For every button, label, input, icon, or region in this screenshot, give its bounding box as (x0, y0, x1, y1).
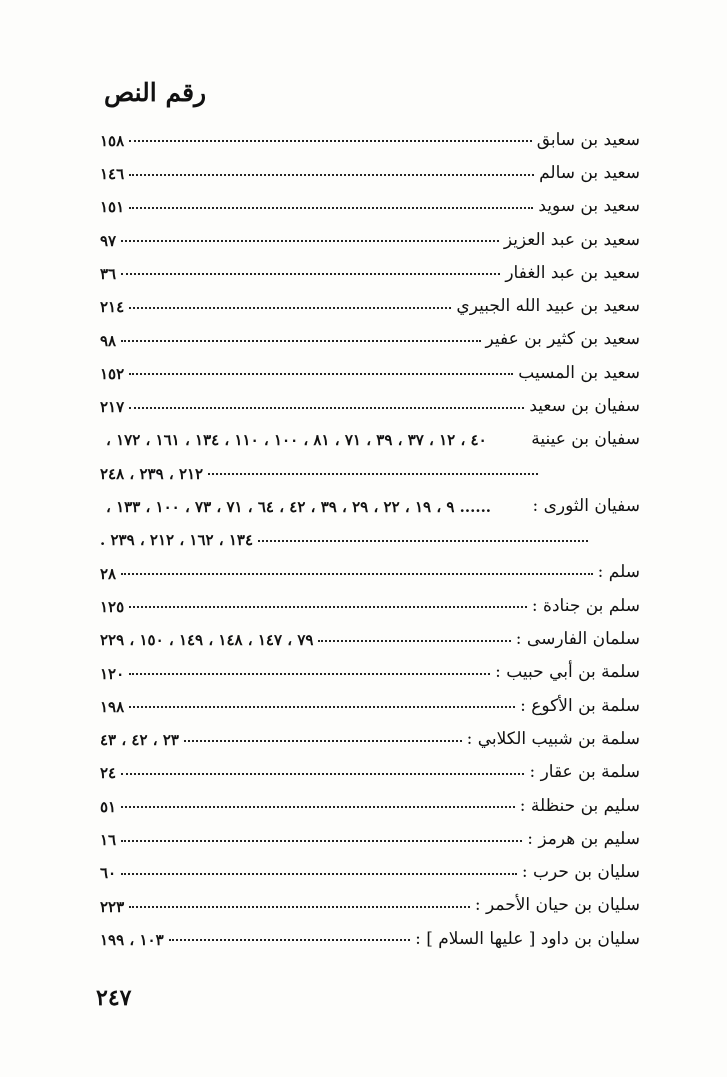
entry-pages: ٧٩ ، ١٤٧ ، ١٤٨ ، ١٤٩ ، ١٥٠ ، ٢٢٩ (100, 631, 314, 650)
dot-leader (121, 806, 515, 808)
entry-pages: ...... ٩ ، ١٩ ، ٢٢ ، ٢٩ ، ٣٩ ، ٤٢ ، ٦٤ ، ٧١ ، ٧٣ ، ١٠٠ ، ١٣٣ ، (106, 498, 492, 517)
entry-pages: ٥١ (100, 797, 117, 816)
dot-leader (129, 673, 490, 675)
dot-leader (121, 773, 524, 775)
dot-leader (258, 540, 588, 542)
entry-name: سلمة بن الأكوع : (520, 695, 640, 716)
entry-pages: ٢١٧ (100, 398, 125, 417)
dot-leader (184, 740, 462, 742)
entry-pages: ٢٤ (100, 764, 117, 783)
dot-leader (129, 606, 527, 608)
index-entry (100, 449, 640, 482)
entry-name: سعيد بن عبيد الله الجبيري (456, 296, 640, 317)
index-entry (100, 782, 640, 815)
entry-name: سعيد بن سابق (536, 129, 640, 150)
entry-pages: ١٥١ (100, 198, 125, 217)
entry-name: سليم بن هرمز : (527, 828, 640, 849)
entry-pages: ٢٨ (100, 564, 117, 583)
index-entries (100, 116, 640, 948)
entry-name: سليان بن حرب : (521, 862, 640, 883)
index-entry (100, 715, 640, 748)
entry-pages: ٦٠ (100, 864, 117, 883)
index-entry (100, 249, 640, 282)
entry-pages: ٣٦ (100, 264, 117, 283)
entry-pages: ٢١٢ ، ٢٣٩ ، ٢٤٨ (100, 464, 204, 483)
index-entry (100, 615, 640, 648)
entry-name: سفيان الثورى : (532, 495, 640, 516)
entry-pages: ١٦ (100, 831, 117, 850)
index-entry (100, 682, 640, 715)
entry-pages: ٩٧ (100, 231, 117, 250)
dot-leader (129, 140, 532, 142)
entry-name: سلم بن جنادة : (531, 595, 640, 616)
index-entry (100, 582, 640, 615)
entry-pages: ٢١٤ (100, 298, 125, 317)
entry-pages: ١٣٤ ، ١٦٢ ، ٢١٢ ، ٢٣٩ . (100, 531, 254, 550)
index-entry (100, 482, 640, 515)
index-entry (100, 882, 640, 915)
entry-name: سعيد بن كثير بن عفير (485, 329, 640, 350)
dot-leader (121, 573, 593, 575)
entry-pages: ١٤٦ (100, 165, 125, 184)
entry-name: سعيد بن سويد (538, 196, 640, 217)
index-entry (100, 316, 640, 349)
entry-name: سليان بن حيان الأحمر : (474, 895, 640, 916)
entry-pages: ٤٠ ، ١٢ ، ٣٧ ، ٣٩ ، ٧١ ، ٨١ ، ١٠٠ ، ١١٠ ، ١٣٤ ، ١٦١ ، ١٧٢ ، (106, 431, 487, 450)
dot-leader (121, 273, 500, 275)
entry-name: سليان بن داود [ عليها السلام ] : (415, 928, 640, 949)
index-entry (100, 915, 640, 948)
entry-name: سعيد بن سالم (539, 162, 640, 183)
dot-leader (121, 240, 499, 242)
index-entry (100, 382, 640, 415)
entry-name: سفيان بن عينية (531, 429, 640, 450)
index-entry (100, 749, 640, 782)
entry-name: سعيد بن عبد الغفار (505, 262, 640, 283)
index-entry (100, 216, 640, 249)
entry-name: سلم : (597, 562, 640, 583)
page-header: رقم النص (104, 78, 207, 107)
index-entry (100, 849, 640, 882)
dot-leader (121, 840, 522, 842)
dot-leader (129, 373, 513, 375)
entry-pages: ١٢٥ (100, 597, 125, 616)
dot-leader (208, 473, 538, 475)
index-entry (100, 183, 640, 216)
entry-name: سعيد بن عبد العزيز (503, 229, 640, 250)
dot-leader (129, 407, 524, 409)
index-entry (100, 349, 640, 382)
entry-pages: ١٠٣ ، ١٩٩ (100, 930, 164, 949)
entry-name: سلمة بن شبيب الكلابي : (466, 728, 640, 749)
index-entry (100, 116, 640, 149)
dot-leader (129, 174, 534, 176)
dot-leader (318, 640, 510, 642)
index-entry (100, 149, 640, 182)
dot-leader (169, 939, 410, 941)
page-number: ٢٤٧ (96, 985, 132, 1011)
entry-name: سفيان بن سعيد (529, 395, 640, 416)
index-entry (100, 516, 640, 549)
index-entry (100, 649, 640, 682)
dot-leader (129, 307, 451, 309)
entry-pages: ١٥٨ (100, 131, 125, 150)
entry-name: سلمة بن أبي حبيب : (495, 662, 640, 683)
entry-pages: ١٥٢ (100, 364, 125, 383)
entry-name: سعيد بن المسيب (518, 362, 640, 383)
entry-pages: ٢٢٣ (100, 897, 125, 916)
index-entry (100, 416, 640, 449)
dot-leader (129, 906, 470, 908)
index-entry (100, 549, 640, 582)
dot-leader (129, 706, 515, 708)
dot-leader (121, 873, 517, 875)
entry-pages: ١٢٠ (100, 664, 125, 683)
dot-leader (129, 207, 533, 209)
index-entry (100, 815, 640, 848)
entry-pages: ٢٣ ، ٤٢ ، ٤٣ (100, 731, 179, 750)
entry-name: سلمان الفارسى : (515, 629, 640, 650)
dot-leader (121, 340, 480, 342)
entry-pages: ١٩٨ (100, 697, 125, 716)
entry-pages: ٩٨ (100, 331, 117, 350)
entry-name: سلمة بن عقار : (529, 762, 640, 783)
entry-name: سليم بن حنظلة : (519, 795, 640, 816)
index-entry (100, 282, 640, 315)
